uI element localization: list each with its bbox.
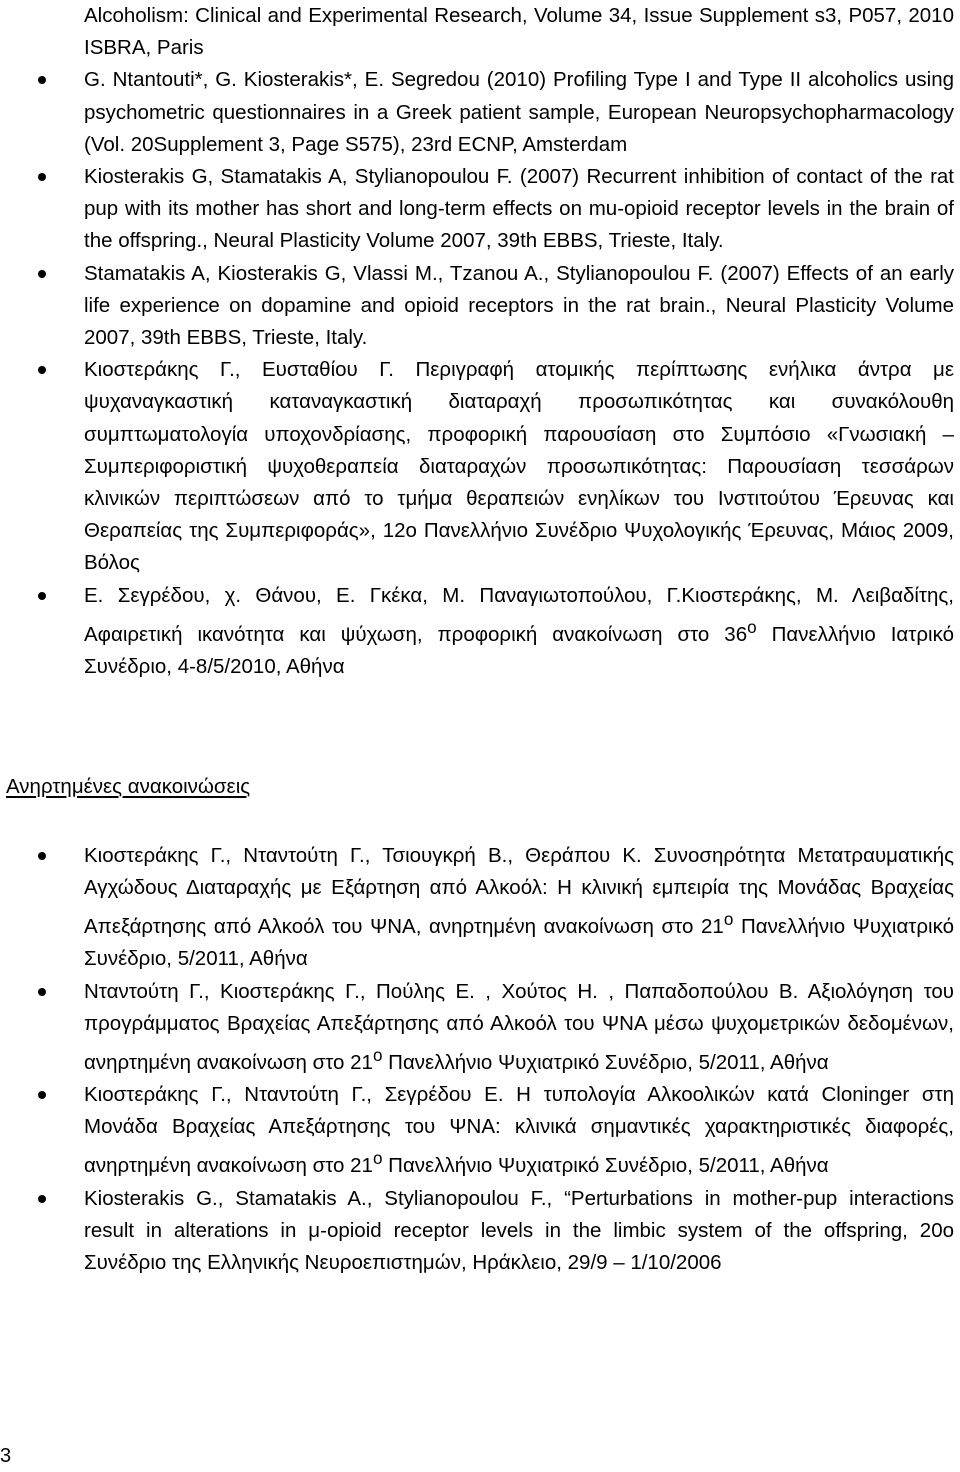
list-item — [0, 976, 960, 1079]
bullet-icon — [38, 852, 46, 860]
bullet-icon — [38, 1195, 46, 1203]
list-item-text: Kiosterakis G, Stamatakis A, Stylianopoulou F. (2007) Recurrent inhibition of contact of the rat pup with its mother has short and long-term effects on mu-opioid receptor levels in the brain of the offspring., Neural Plasticity Volume 2007, 39th EBBS, Trieste, Italy. — [84, 165, 954, 253]
list-item-text: Ε. Σεγρέδου, χ. Θάνου, Ε. Γκέκα, Μ. Παναγιωτοπούλου, Γ.Κιοστεράκης, Μ. Λειβαδίτης, Αφαιρετική ικανότητα και ψύχωση, προφορική ανακοίνωση στο $36^o$ Πανελλήνιο Ιατρικό Συνέδριο, 4-8/5/2010, Αθήνα — [84, 583, 954, 678]
bullet-icon — [38, 173, 46, 181]
list-item — [0, 64, 960, 161]
list-item — [0, 1183, 960, 1280]
list-item — [0, 258, 960, 355]
page-number: 3 — [0, 1445, 12, 1467]
list-item — [0, 840, 960, 976]
list-item-text: Κιοστεράκης Γ., Ευσταθίου Γ. Περιγραφή ατομικής περίπτωσης ενήλικα άντρα με ψυχαναγκαστική καταναγκαστική διαταραχή προσωπικότητας και συνακόλουθη συμπτωματολογία υποχονδρίασης, προφορική παρουσίαση στο Συμπόσιο «Γνωσιακή – Συμπεριφοριστική ψυχοθεραπεία διαταραχών προσωπικότητας: Παρουσίαση τεσσάρων κλινικών περιπτώσεων από το τμήμα θεραπειών ενηλίκων του Ινστιτούτου Έρευνας και Θεραπείας της Συμπεριφοράς», 12ο Πανελλήνιο Συνέδριο Ψυχολογικής Έρευνας, Μάιος 2009, Βόλος — [84, 358, 954, 575]
list-item-text: G. Ntantouti*, G. Kiosterakis*, E. Segredou (2010) Profiling Type I and Type II alcoholics using psychometric questionnaires in a Greek patient sample, European Neuropsychopharmacology (Vol. 20Supplement 3, Page S575), 23rd ECNP, Amsterdam — [84, 68, 954, 156]
list-item-text: Νταντούτη Γ., Κιοστεράκης Γ., Πούλης Ε. , Χούτος Η. , Παπαδοπούλου Β. Αξιολόγηση του προγράμματος Βραχείας Απεξάρτησης από Αλκοόλ του ΨΝΑ μέσω ψυχομετρικών δεδομένων, ανηρτημένη ανακοίνωση στο $21^o$ Πανελλήνιο Ψυχιατρικό Συνέδριο, 5/2011, Αθήνα — [84, 979, 954, 1074]
list-item-text: Κιοστεράκης Γ., Νταντούτη Γ., Τσιουγκρή Β., Θεράπου Κ. Συνοσηρότητα Μετατραυματικής Αγχώδους Διαταραχής με Εξάρτηση από Αλκοόλ: Η κλινική εμπειρία της Μονάδας Βραχείας Απεξάρτησης από Αλκοόλ του ΨΝΑ, ανηρτημένη ανακοίνωση στο $21^o$ Πανελλήνιο Ψυχιατρικό Συνέδριο, 5/2011, Αθήνα — [84, 844, 955, 971]
list-item-text: Kiosterakis G., Stamatakis A., Stylianopoulou F., “Perturbations in mother-pup interactions result in alterations in μ-opioid receptor levels in the limbic system of the offspring, 20ο Συνέδριο της Ελληνικής Νευροεπιστημών, Ηράκλειο, 29/9 – 1/10/2006 — [84, 1186, 954, 1274]
list-item — [0, 1079, 960, 1182]
bullet-icon — [38, 270, 46, 278]
list-item-text: Stamatakis A, Kiosterakis G, Vlassi M., Tzanou A., Stylianopoulou F. (2007) Effects of an early life experience on dopamine and opioid receptors in the rat brain., Neural Plasticity Volume 2007, 39th EBBS, Trieste, Italy. — [84, 261, 954, 350]
section-heading: Ανηρτημένες ανακοινώσεις — [6, 775, 251, 798]
list-item — [0, 161, 960, 258]
continuation-text: Alcoholism: Clinical and Experimental Research, Volume 34, Issue Supplement s3, P057, 2010 ISBRA, Paris — [84, 4, 954, 60]
list-item-text: Κιοστεράκης Γ., Νταντούτη Γ., Σεγρέδου Ε. Η τυπολογία Αλκοολικών κατά Cloninger στη Μονάδα Βραχείας Απεξάρτησης του ΨΝΑ: κλινικά σημαντικές χαρακτηριστικές διαφορές, ανηρτημένη ανακοίνωση στο $21^o$ Πανελλήνιο Ψυχιατρικό Συνέδριο, 5/2011, Αθήνα — [84, 1083, 954, 1178]
publication-list-oral — [0, 0, 960, 683]
list-item — [0, 580, 960, 683]
publication-list-posters — [0, 840, 960, 1279]
bullet-icon — [38, 988, 46, 996]
list-item — [0, 354, 960, 579]
bullet-icon — [38, 592, 46, 600]
